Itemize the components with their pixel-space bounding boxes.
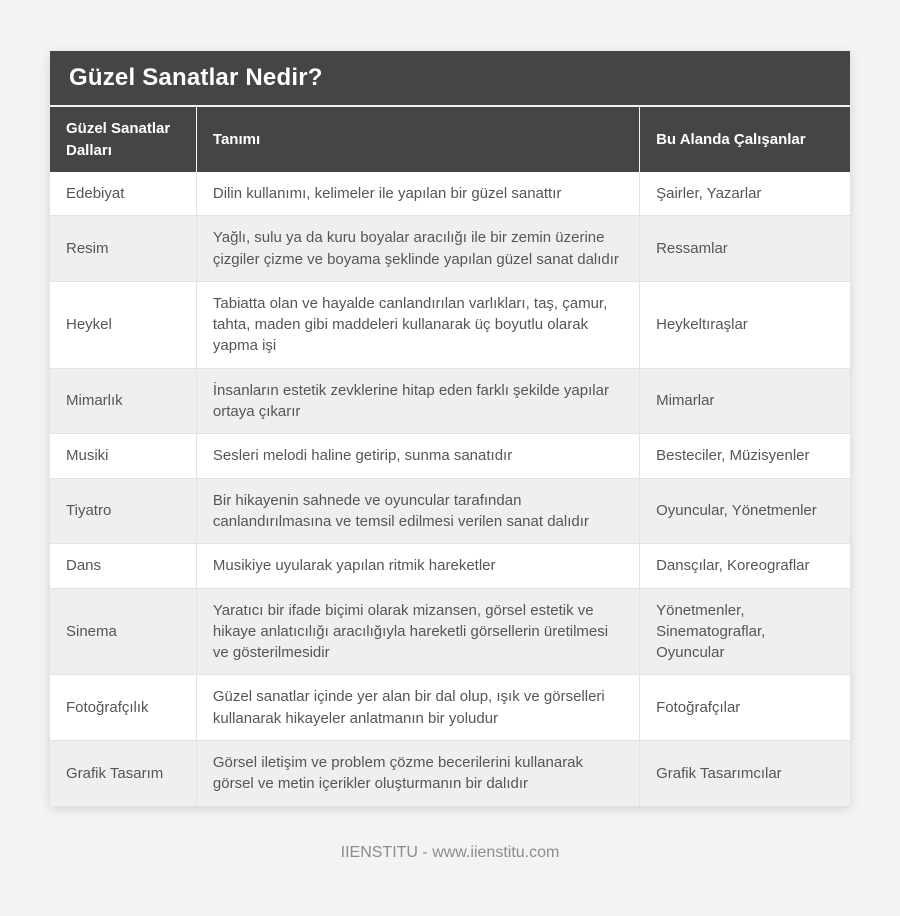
branch-cell: Grafik Tasarım: [50, 741, 196, 806]
table-header: [50, 107, 850, 172]
workers-cell: Grafik Tasarımcılar: [640, 741, 850, 806]
column-header-branch: Güzel Sanatlar Dalları: [50, 107, 196, 172]
workers-cell: Şairler, Yazarlar: [640, 172, 850, 216]
workers-cell: Mimarlar: [640, 368, 850, 434]
branch-cell: Tiyatro: [50, 478, 196, 544]
workers-cell: Ressamlar: [640, 216, 850, 282]
definition-cell: Yaratıcı bir ifade biçimi olarak mizansen, görsel estetik ve hikaye anlatıcılığı aracılığıyla hareketli görsellerin üretilmesi ve gösterilmesidir: [196, 588, 639, 675]
branch-cell: Mimarlık: [50, 368, 196, 434]
definition-cell: Musikiye uyularak yapılan ritmik hareketler: [196, 544, 639, 588]
workers-cell: Besteciler, Müzisyenler: [640, 434, 850, 478]
branch-cell: Heykel: [50, 281, 196, 368]
definition-cell: Bir hikayenin sahnede ve oyuncular tarafından canlandırılmasına ve temsil edilmesi verilen sanat dalıdır: [196, 478, 639, 544]
footer-credit: IIENSTITU - www.iienstitu.com: [340, 844, 560, 861]
column-header-workers: Bu Alanda Çalışanlar: [640, 107, 850, 172]
workers-cell: Oyuncular, Yönetmenler: [640, 478, 850, 544]
definition-cell: Dilin kullanımı, kelimeler ile yapılan bir güzel sanattır: [196, 172, 639, 216]
branch-cell: Edebiyat: [50, 172, 196, 216]
column-header-definition: Tanımı: [196, 107, 639, 172]
table-row: [50, 588, 850, 675]
table-row: [50, 368, 850, 434]
table-row: [50, 434, 850, 478]
definition-cell: İnsanların estetik zevklerine hitap eden farklı şekilde yapılar ortaya çıkarır: [196, 368, 639, 434]
fine-arts-table: [50, 107, 850, 806]
branch-cell: Sinema: [50, 588, 196, 675]
branch-cell: Musiki: [50, 434, 196, 478]
branch-cell: Fotoğrafçılık: [50, 675, 196, 741]
definition-cell: Yağlı, sulu ya da kuru boyalar aracılığı ile bir zemin üzerine çizgiler çizme ve boyama şeklinde yapılan güzel sanat dalıdır: [196, 216, 639, 282]
branch-cell: Dans: [50, 544, 196, 588]
table-row: [50, 216, 850, 282]
branch-cell: Resim: [50, 216, 196, 282]
workers-cell: Dansçılar, Koreograflar: [640, 544, 850, 588]
table-row: [50, 544, 850, 588]
workers-cell: Yönetmenler, Sinematograflar, Oyuncular: [640, 588, 850, 675]
page-title: Güzel Sanatlar Nedir?: [50, 51, 850, 107]
table-row: [50, 675, 850, 741]
workers-cell: Heykeltıraşlar: [640, 281, 850, 368]
table-body: [50, 172, 850, 806]
definition-cell: Güzel sanatlar içinde yer alan bir dal olup, ışık ve görselleri kullanarak hikayeler anlatmanın bir yoludur: [196, 675, 639, 741]
table-row: [50, 741, 850, 806]
definition-cell: Görsel iletişim ve problem çözme becerilerini kullanarak görsel ve metin içerikler oluşturmanın bir dalıdır: [196, 741, 639, 806]
content-card: [50, 51, 850, 806]
definition-cell: Tabiatta olan ve hayalde canlandırılan varlıkları, taş, çamur, tahta, maden gibi maddeleri kullanarak üç boyutlu olarak yapma işi: [196, 281, 639, 368]
table-row: [50, 281, 850, 368]
table-row: [50, 478, 850, 544]
table-row: [50, 172, 850, 216]
definition-cell: Sesleri melodi haline getirip, sunma sanatıdır: [196, 434, 639, 478]
workers-cell: Fotoğrafçılar: [640, 675, 850, 741]
table-header-row: [50, 107, 850, 172]
